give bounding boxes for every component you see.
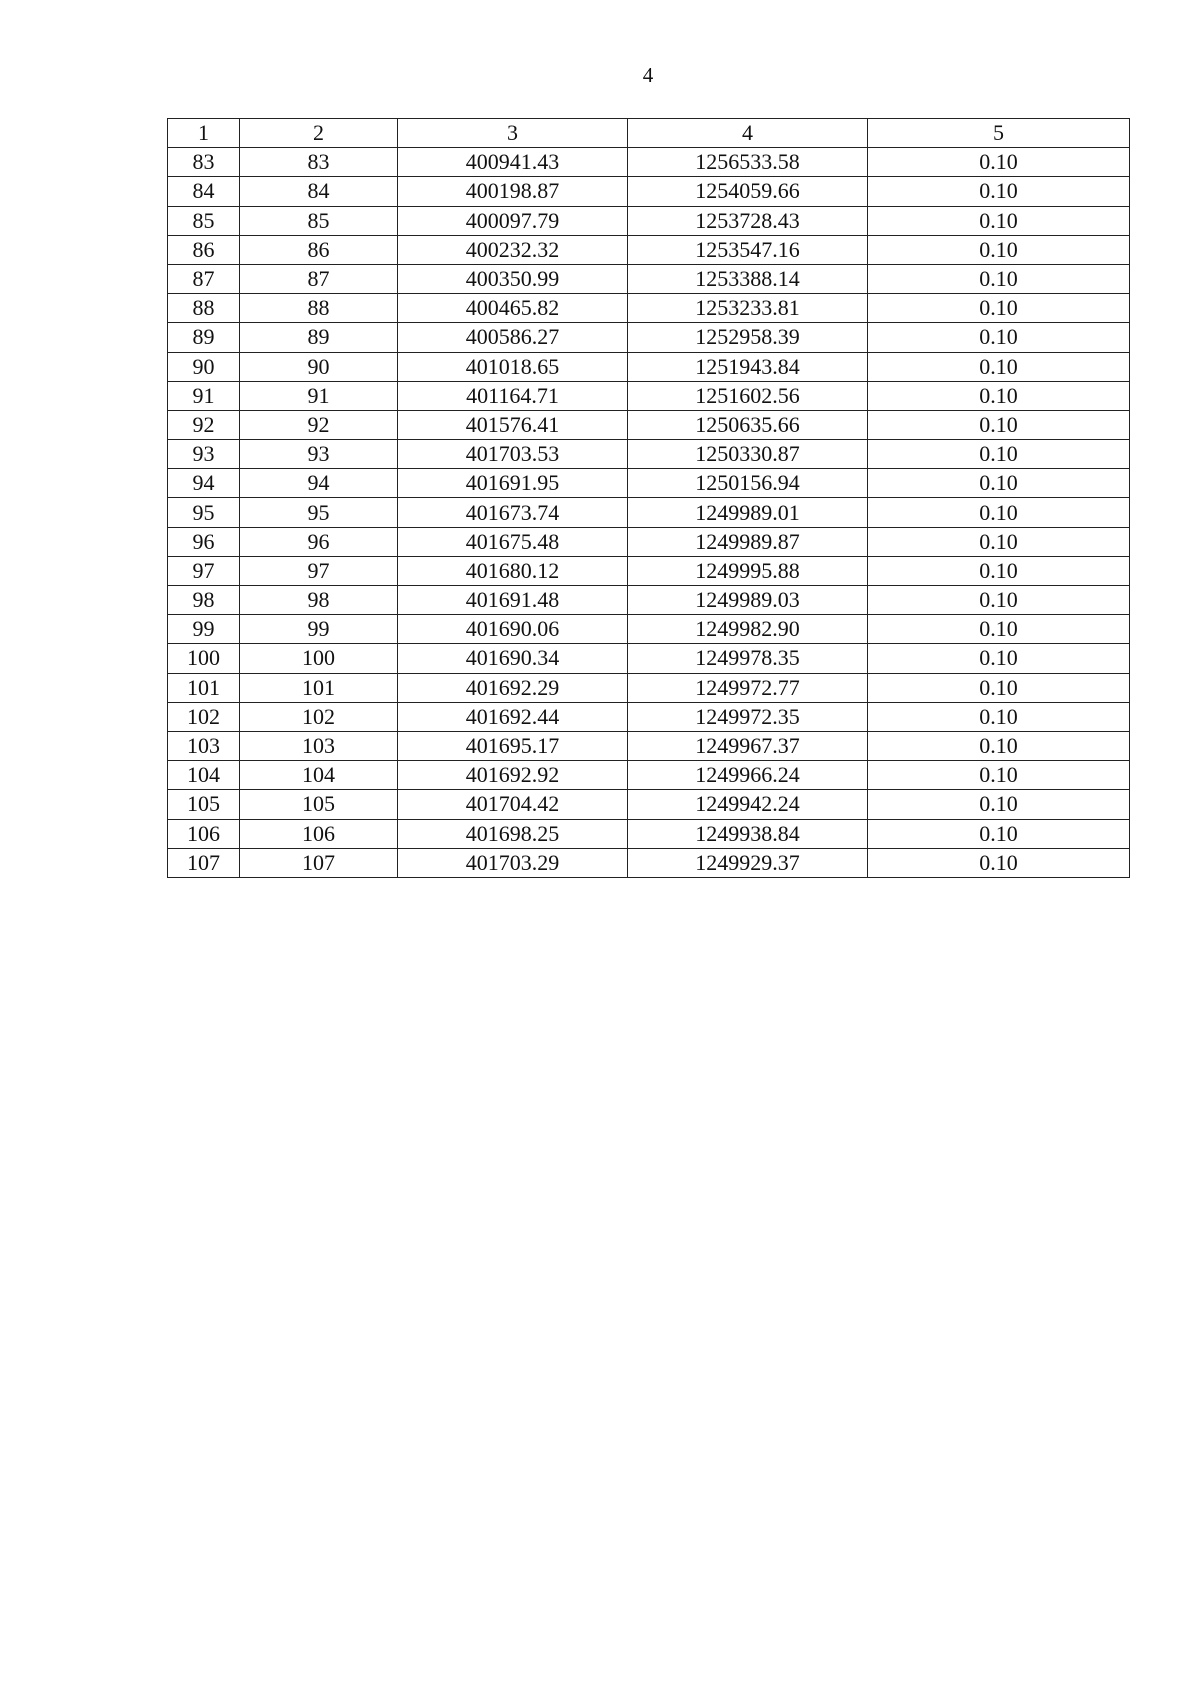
table-cell: 97	[168, 556, 240, 585]
table-cell: 400941.43	[398, 148, 628, 177]
table-row	[168, 264, 1130, 293]
table-cell: 86	[168, 235, 240, 264]
table-cell: 0.10	[868, 381, 1130, 410]
table-cell: 0.10	[868, 731, 1130, 760]
table-cell: 0.10	[868, 790, 1130, 819]
table-cell: 0.10	[868, 702, 1130, 731]
table-cell: 401164.71	[398, 381, 628, 410]
table-cell: 0.10	[868, 352, 1130, 381]
table-cell: 1249938.84	[628, 819, 868, 848]
column-header: 2	[240, 119, 398, 148]
coordinates-table	[167, 118, 1130, 878]
table-cell: 401690.06	[398, 615, 628, 644]
table-cell: 105	[240, 790, 398, 819]
table-cell: 98	[168, 586, 240, 615]
table-row	[168, 352, 1130, 381]
table-row	[168, 586, 1130, 615]
table-cell: 104	[240, 761, 398, 790]
table-row	[168, 702, 1130, 731]
table-cell: 0.10	[868, 294, 1130, 323]
table-cell: 97	[240, 556, 398, 585]
table-cell: 401704.42	[398, 790, 628, 819]
table-cell: 400198.87	[398, 177, 628, 206]
table-cell: 86	[240, 235, 398, 264]
table-cell: 401692.29	[398, 673, 628, 702]
table-cell: 0.10	[868, 323, 1130, 352]
table-cell: 100	[240, 644, 398, 673]
column-header: 3	[398, 119, 628, 148]
table-cell: 1249989.01	[628, 498, 868, 527]
table-cell: 89	[168, 323, 240, 352]
table-cell: 1249982.90	[628, 615, 868, 644]
table-cell: 83	[240, 148, 398, 177]
table-cell: 84	[168, 177, 240, 206]
table-cell: 93	[168, 440, 240, 469]
table-cell: 0.10	[868, 819, 1130, 848]
table-cell: 93	[240, 440, 398, 469]
table-cell: 0.10	[868, 556, 1130, 585]
table-row	[168, 556, 1130, 585]
column-header: 5	[868, 119, 1130, 148]
table-cell: 401703.53	[398, 440, 628, 469]
table-cell: 401680.12	[398, 556, 628, 585]
table-cell: 103	[240, 731, 398, 760]
table-cell: 107	[168, 848, 240, 877]
table-cell: 96	[240, 527, 398, 556]
table-cell: 94	[168, 469, 240, 498]
table-row	[168, 644, 1130, 673]
table-cell: 401703.29	[398, 848, 628, 877]
table-cell: 1249989.87	[628, 527, 868, 556]
table-cell: 1249967.37	[628, 731, 868, 760]
table-row	[168, 206, 1130, 235]
table-cell: 107	[240, 848, 398, 877]
table-cell: 95	[168, 498, 240, 527]
table-cell: 400350.99	[398, 264, 628, 293]
table-cell: 1253728.43	[628, 206, 868, 235]
table-cell: 401673.74	[398, 498, 628, 527]
table-cell: 0.10	[868, 527, 1130, 556]
table-cell: 1250330.87	[628, 440, 868, 469]
table-row	[168, 148, 1130, 177]
table-cell: 1249995.88	[628, 556, 868, 585]
table-cell: 106	[168, 819, 240, 848]
table-cell: 401576.41	[398, 410, 628, 439]
table-cell: 401698.25	[398, 819, 628, 848]
table-cell: 400465.82	[398, 294, 628, 323]
table-cell: 401692.92	[398, 761, 628, 790]
table-row	[168, 731, 1130, 760]
table-cell: 89	[240, 323, 398, 352]
table-cell: 84	[240, 177, 398, 206]
table-cell: 0.10	[868, 761, 1130, 790]
table-cell: 0.10	[868, 644, 1130, 673]
table-header-row	[168, 119, 1130, 148]
table-cell: 0.10	[868, 148, 1130, 177]
table-cell: 1250156.94	[628, 469, 868, 498]
table-cell: 1253233.81	[628, 294, 868, 323]
table-cell: 0.10	[868, 235, 1130, 264]
table-row	[168, 790, 1130, 819]
table-cell: 0.10	[868, 498, 1130, 527]
table-cell: 401018.65	[398, 352, 628, 381]
table-cell: 1249978.35	[628, 644, 868, 673]
table-cell: 102	[240, 702, 398, 731]
table-cell: 0.10	[868, 410, 1130, 439]
table-cell: 103	[168, 731, 240, 760]
table-row	[168, 410, 1130, 439]
table-cell: 91	[168, 381, 240, 410]
table-cell: 90	[168, 352, 240, 381]
table-cell: 401695.17	[398, 731, 628, 760]
table-cell: 1253388.14	[628, 264, 868, 293]
table-cell: 1249942.24	[628, 790, 868, 819]
table-row	[168, 819, 1130, 848]
table-cell: 1251943.84	[628, 352, 868, 381]
table-row	[168, 527, 1130, 556]
table-cell: 106	[240, 819, 398, 848]
table-cell: 0.10	[868, 264, 1130, 293]
table-row	[168, 381, 1130, 410]
table-cell: 101	[168, 673, 240, 702]
table-cell: 90	[240, 352, 398, 381]
table-cell: 91	[240, 381, 398, 410]
table-cell: 401692.44	[398, 702, 628, 731]
table-cell: 1249972.35	[628, 702, 868, 731]
table-row	[168, 615, 1130, 644]
table-cell: 1249929.37	[628, 848, 868, 877]
table-cell: 99	[240, 615, 398, 644]
table-cell: 102	[168, 702, 240, 731]
page-number: 4	[642, 63, 654, 87]
table-cell: 94	[240, 469, 398, 498]
table-cell: 1254059.66	[628, 177, 868, 206]
table-cell: 0.10	[868, 440, 1130, 469]
table-cell: 1249989.03	[628, 586, 868, 615]
table-cell: 87	[240, 264, 398, 293]
table-row	[168, 673, 1130, 702]
table-cell: 0.10	[868, 615, 1130, 644]
table-cell: 0.10	[868, 586, 1130, 615]
table-cell: 105	[168, 790, 240, 819]
table-cell: 401691.48	[398, 586, 628, 615]
table-cell: 88	[240, 294, 398, 323]
table-cell: 85	[168, 206, 240, 235]
table-cell: 401690.34	[398, 644, 628, 673]
table-cell: 400097.79	[398, 206, 628, 235]
table-cell: 0.10	[868, 206, 1130, 235]
table-cell: 92	[168, 410, 240, 439]
table-row	[168, 235, 1130, 264]
table-cell: 401675.48	[398, 527, 628, 556]
table-cell: 85	[240, 206, 398, 235]
table-row	[168, 323, 1130, 352]
table-cell: 1249966.24	[628, 761, 868, 790]
table-row	[168, 848, 1130, 877]
table-cell: 1252958.39	[628, 323, 868, 352]
table-row	[168, 498, 1130, 527]
table-cell: 0.10	[868, 673, 1130, 702]
table-cell: 96	[168, 527, 240, 556]
table-cell: 1253547.16	[628, 235, 868, 264]
table-cell: 83	[168, 148, 240, 177]
table-cell: 88	[168, 294, 240, 323]
table-row	[168, 177, 1130, 206]
table-cell: 92	[240, 410, 398, 439]
table-row	[168, 440, 1130, 469]
table-cell: 1251602.56	[628, 381, 868, 410]
table-cell: 101	[240, 673, 398, 702]
column-header: 4	[628, 119, 868, 148]
table-cell: 95	[240, 498, 398, 527]
table-body	[168, 119, 1130, 878]
table-cell: 104	[168, 761, 240, 790]
table-cell: 400232.32	[398, 235, 628, 264]
table-cell: 0.10	[868, 848, 1130, 877]
table-cell: 0.10	[868, 469, 1130, 498]
table-cell: 98	[240, 586, 398, 615]
table-cell: 400586.27	[398, 323, 628, 352]
table-row	[168, 761, 1130, 790]
table-cell: 87	[168, 264, 240, 293]
column-header: 1	[168, 119, 240, 148]
table-row	[168, 294, 1130, 323]
table-cell: 100	[168, 644, 240, 673]
table-cell: 1250635.66	[628, 410, 868, 439]
table-cell: 99	[168, 615, 240, 644]
table-cell: 0.10	[868, 177, 1130, 206]
table-cell: 1249972.77	[628, 673, 868, 702]
table-cell: 401691.95	[398, 469, 628, 498]
table-row	[168, 469, 1130, 498]
table-cell: 1256533.58	[628, 148, 868, 177]
